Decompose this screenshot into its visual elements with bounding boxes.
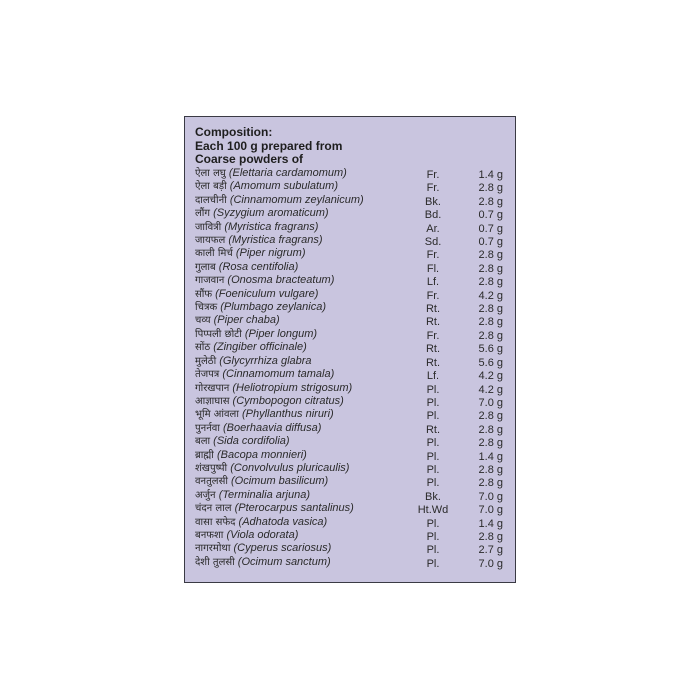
botanical-name: (Syzygium aromaticum) bbox=[213, 207, 329, 220]
plant-part: Rt. bbox=[425, 423, 441, 436]
plant-part: Ar. bbox=[426, 222, 440, 235]
hindi-name: गुलाब bbox=[195, 261, 216, 273]
hindi-name: दालचीनी bbox=[195, 194, 227, 206]
amount: 2.8 g bbox=[478, 276, 503, 289]
botanical-name: (Glycyrrhiza glabra bbox=[219, 354, 312, 367]
ingredient-name bbox=[195, 326, 317, 340]
ingredient-name bbox=[195, 165, 347, 179]
plant-part: Fr. bbox=[426, 249, 440, 262]
botanical-name: (Ocimum basilicum) bbox=[231, 475, 329, 488]
hindi-name: काली मिर्च bbox=[195, 248, 233, 260]
ingredient-name bbox=[195, 500, 354, 514]
amount: 0.7 g bbox=[478, 209, 503, 222]
botanical-name: (Myristica fragrans) bbox=[228, 234, 323, 247]
amount: 2.8 g bbox=[478, 530, 503, 543]
ingredient-name bbox=[195, 192, 364, 206]
hindi-name: बला bbox=[195, 436, 211, 448]
plant-part: Fl. bbox=[426, 262, 440, 275]
plant-part: Pl. bbox=[426, 477, 440, 490]
ingredient-name bbox=[195, 339, 307, 353]
plant-part: Ht.Wd bbox=[417, 504, 449, 517]
botanical-name: (Amomum subulatum) bbox=[229, 180, 338, 193]
hindi-name: मुलेठी bbox=[195, 355, 217, 367]
amount: 2.8 g bbox=[478, 410, 503, 423]
ingredient-name bbox=[195, 272, 334, 286]
botanical-name: (Boerhaavia diffusa) bbox=[223, 421, 322, 434]
hindi-name: जायफल bbox=[195, 235, 226, 247]
ingredient-name bbox=[195, 245, 306, 259]
plant-part: Rt. bbox=[425, 356, 441, 369]
hindi-name: ऐला लघु bbox=[195, 168, 226, 179]
composition-heading bbox=[195, 126, 342, 167]
amount: 2.8 g bbox=[478, 437, 503, 450]
botanical-name: (Cinnamomum tamala) bbox=[222, 368, 335, 381]
botanical-name: (Phyllanthus niruri) bbox=[242, 408, 334, 421]
ingredient-name bbox=[195, 205, 329, 219]
hindi-name: सौंफ bbox=[195, 288, 213, 300]
ingredient-name bbox=[195, 299, 326, 313]
ingredient-name bbox=[195, 406, 334, 420]
plant-part: Pl. bbox=[426, 530, 440, 543]
amount: 5.6 g bbox=[478, 356, 503, 369]
ingredient-name bbox=[195, 487, 310, 501]
plant-part: Lf. bbox=[426, 276, 440, 289]
botanical-name: (Cymbopogon citratus) bbox=[232, 394, 344, 407]
ingredient-name bbox=[195, 178, 338, 192]
amount: 5.6 g bbox=[478, 343, 503, 356]
botanical-name: (Elettaria cardamomum) bbox=[228, 167, 347, 179]
ingredient-name bbox=[195, 540, 331, 554]
amount: 2.8 g bbox=[478, 477, 503, 490]
ingredient-row bbox=[185, 556, 515, 569]
hindi-name: चित्रक bbox=[195, 302, 218, 314]
hindi-name: शंखपुष्पी bbox=[195, 462, 228, 474]
plant-part: Rt. bbox=[425, 316, 441, 329]
plant-part: Pl. bbox=[426, 517, 440, 530]
hindi-name: पिप्पली छोटी bbox=[195, 328, 242, 340]
botanical-name: (Sida cordifolia) bbox=[213, 435, 290, 448]
ingredient-name bbox=[195, 433, 290, 447]
amount: 2.7 g bbox=[478, 544, 503, 557]
hindi-name: लौंग bbox=[195, 208, 210, 220]
botanical-name: (Myristica fragrans) bbox=[224, 220, 319, 233]
hindi-name: भूमि आंवला bbox=[195, 409, 239, 421]
hindi-name: देशी तुलसी bbox=[195, 556, 235, 568]
botanical-name: (Heliotropium strigosum) bbox=[232, 381, 353, 394]
botanical-name: (Viola odorata) bbox=[226, 528, 299, 541]
botanical-name: (Cyperus scariosus) bbox=[233, 542, 332, 555]
plant-part: Fr. bbox=[426, 289, 440, 302]
botanical-name: (Plumbago zeylanica) bbox=[220, 301, 326, 314]
ingredient-name bbox=[195, 312, 280, 326]
amount: 7.0 g bbox=[478, 557, 503, 570]
heading-line-3: Coarse powders of bbox=[195, 152, 304, 166]
plant-part: Fr. bbox=[426, 329, 440, 342]
hindi-name: सोंठ bbox=[195, 342, 211, 354]
heading-line-1: Composition: bbox=[195, 125, 273, 139]
botanical-name: (Onosma bracteatum) bbox=[227, 274, 335, 287]
amount: 7.0 g bbox=[478, 504, 503, 517]
ingredient-name bbox=[195, 554, 331, 568]
ingredient-name bbox=[195, 393, 344, 407]
botanical-name: (Piper nigrum) bbox=[235, 247, 306, 260]
botanical-name: (Rosa centifolia) bbox=[218, 260, 299, 273]
ingredient-name bbox=[195, 527, 298, 541]
plant-part: Sd. bbox=[424, 236, 442, 249]
ingredient-name bbox=[195, 219, 318, 233]
botanical-name: (Zingiber officinale) bbox=[213, 341, 307, 354]
hindi-name: चव्य bbox=[195, 315, 211, 327]
hindi-name: ऐला बड़ी bbox=[195, 181, 227, 193]
amount: 4.2 g bbox=[478, 289, 503, 302]
amount: 2.8 g bbox=[478, 195, 503, 208]
amount: 0.7 g bbox=[478, 222, 503, 235]
plant-part: Fr. bbox=[426, 169, 440, 181]
plant-part: Pl. bbox=[426, 557, 440, 570]
botanical-name: (Terminalia arjuna) bbox=[218, 488, 310, 501]
amount: 2.8 g bbox=[478, 463, 503, 476]
amount: 2.8 g bbox=[478, 249, 503, 262]
amount: 7.0 g bbox=[478, 396, 503, 409]
ingredient-name bbox=[195, 353, 312, 367]
hindi-name: जावित्री bbox=[195, 221, 222, 233]
amount: 0.7 g bbox=[478, 236, 503, 249]
plant-part: Pl. bbox=[426, 544, 440, 557]
amount: 4.2 g bbox=[478, 370, 503, 383]
botanical-name: (Piper chaba) bbox=[213, 314, 280, 327]
plant-part: Bk. bbox=[425, 195, 441, 208]
heading-line-2: Each 100 g prepared from bbox=[195, 138, 343, 153]
plant-part: Pl. bbox=[426, 463, 440, 476]
hindi-name: अर्जुन bbox=[195, 489, 216, 501]
amount: 4.2 g bbox=[478, 383, 503, 396]
botanical-name: (Foeniculum vulgare) bbox=[215, 287, 319, 300]
hindi-name: ब्राह्मी bbox=[195, 449, 214, 461]
ingredient-name bbox=[195, 366, 334, 380]
ingredient-name bbox=[195, 473, 328, 487]
composition-panel bbox=[184, 116, 516, 583]
hindi-name: वासा सफेद bbox=[195, 516, 236, 528]
ingredient-list bbox=[185, 167, 515, 569]
botanical-name: (Ocimum sanctum) bbox=[237, 555, 331, 568]
ingredient-name bbox=[195, 447, 307, 461]
botanical-name: (Adhatoda vasica) bbox=[238, 515, 328, 528]
plant-part: Pl. bbox=[426, 450, 440, 463]
hindi-name: आज्ञाघास bbox=[195, 395, 230, 407]
plant-part: Pl. bbox=[426, 383, 440, 396]
plant-part: Pl. bbox=[426, 396, 440, 409]
plant-part: Rt. bbox=[425, 343, 441, 356]
ingredient-name bbox=[195, 232, 323, 246]
ingredient-name bbox=[195, 514, 327, 528]
amount: 2.8 g bbox=[478, 182, 503, 195]
amount: 2.8 g bbox=[478, 423, 503, 436]
plant-part: Pl. bbox=[426, 410, 440, 423]
plant-part: Lf. bbox=[426, 370, 440, 383]
plant-part: Pl. bbox=[426, 437, 440, 450]
amount: 1.4 g bbox=[478, 169, 503, 181]
hindi-name: नागरमोथा bbox=[195, 543, 231, 555]
botanical-name: (Pterocarpus santalinus) bbox=[234, 502, 354, 515]
plant-part: Bd. bbox=[424, 209, 442, 222]
botanical-name: (Bacopa monnieri) bbox=[216, 448, 307, 461]
amount: 7.0 g bbox=[478, 490, 503, 503]
plant-part: Fr. bbox=[426, 182, 440, 195]
amount: 2.8 g bbox=[478, 316, 503, 329]
amount: 2.8 g bbox=[478, 262, 503, 275]
ingredient-name bbox=[195, 460, 349, 474]
amount: 2.8 g bbox=[478, 303, 503, 316]
hindi-name: वनतुलसी bbox=[195, 476, 228, 488]
botanical-name: (Cinnamomum zeylanicum) bbox=[229, 193, 364, 206]
hindi-name: तेजपत्र bbox=[195, 369, 220, 381]
hindi-name: गाजवान bbox=[195, 275, 225, 287]
hindi-name: पुनर्नवा bbox=[195, 422, 220, 434]
hindi-name: गोरखपान bbox=[195, 382, 230, 394]
ingredient-name bbox=[195, 259, 298, 273]
ingredient-name bbox=[195, 380, 352, 394]
plant-part: Rt. bbox=[425, 303, 441, 316]
botanical-name: (Convolvulus pluricaulis) bbox=[230, 461, 350, 474]
hindi-name: बनफशा bbox=[195, 529, 224, 541]
ingredient-name bbox=[195, 286, 318, 300]
plant-part: Bk. bbox=[425, 490, 441, 503]
amount: 2.8 g bbox=[478, 329, 503, 342]
botanical-name: (Piper longum) bbox=[244, 327, 318, 340]
hindi-name: चंदन लाल bbox=[195, 503, 232, 515]
amount: 1.4 g bbox=[478, 517, 503, 530]
amount: 1.4 g bbox=[478, 450, 503, 463]
ingredient-name bbox=[195, 420, 321, 434]
